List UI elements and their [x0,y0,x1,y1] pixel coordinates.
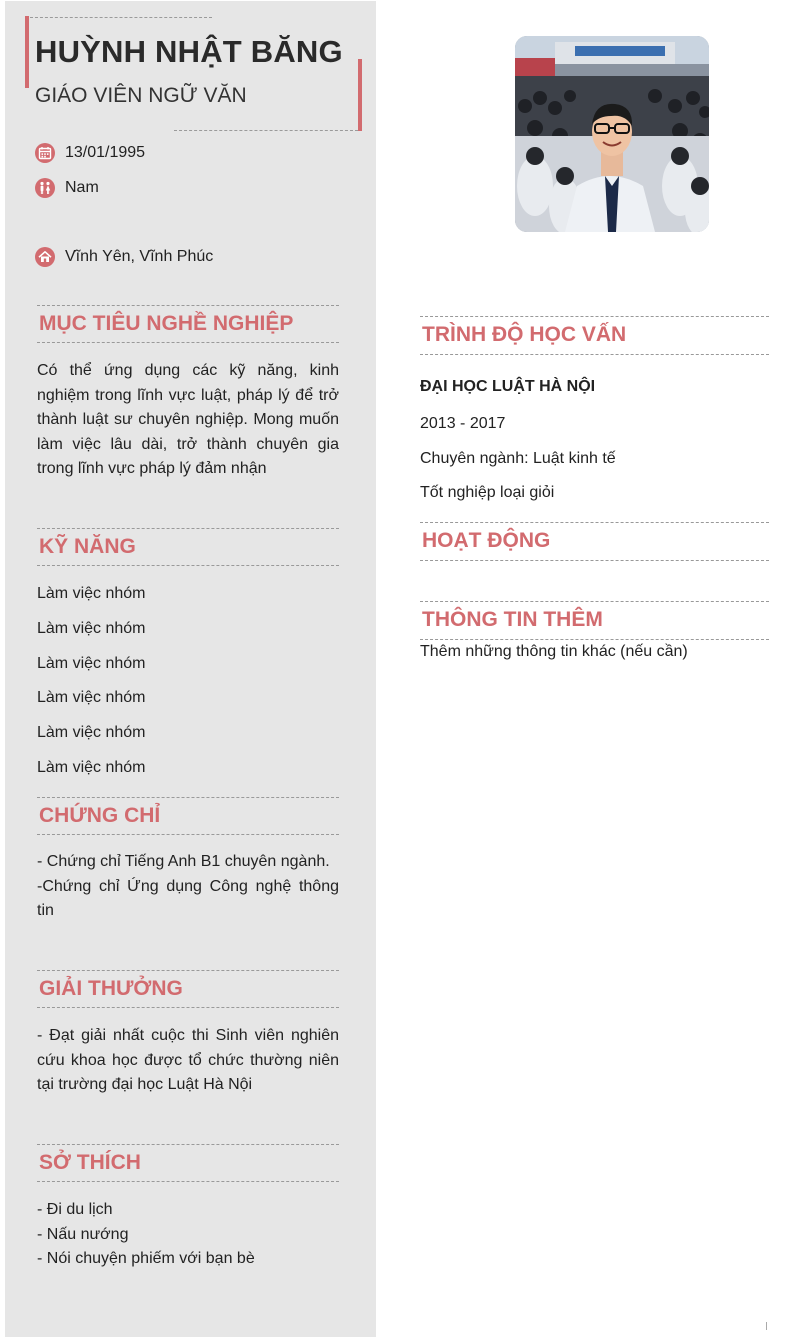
section-title: KỸ NĂNG [39,535,136,558]
awards-text: - Đạt giải nhất cuộc thi Sinh viên nghiên cứu khoa học được tổ chức thường niên tại trường đại học Luật Hà Nội [37,1027,339,1093]
address-row [35,247,213,267]
certificates-heading [37,797,339,835]
accent-bar [358,59,362,131]
education-major: Chuyên ngành: Luật kinh tế [420,450,616,467]
education-heading [420,316,769,355]
birthdate-row [35,143,145,163]
birthdate-value: 13/01/1995 [65,144,146,161]
education-result: Tốt nghiệp loại giỏi [420,484,555,501]
objective-text: Có thể ứng dụng các kỹ năng, kinh nghiệm trong lĩnh vực luật, pháp lý để trở thành luật sư chuyên nghiệp. Mong muốn làm việc lâu dài, trở thành chuyên gia trong lĩnh vực pháp lý đảm nhận [37,362,339,477]
divider [174,130,358,131]
gender-row [35,178,99,198]
certificate-item: -Chứng chỉ Ứng dụng Công nghệ thông tin [37,877,339,919]
hobbies-list [37,1198,339,1272]
skill-item: Làm việc nhóm [37,655,146,672]
accent-bar [25,16,29,88]
section-title: CHỨNG CHỈ [39,804,161,827]
gender-icon [35,178,55,198]
hobby-item: - Đi du lịch [37,1201,113,1218]
candidate-name: HUỲNH NHẬT BĂNG [35,34,343,69]
skills-heading [37,528,339,566]
divider [30,17,212,18]
profile-photo [515,36,709,232]
section-title: MỤC TIÊU NGHỀ NGHIỆP [39,312,294,335]
skill-item: Làm việc nhóm [37,689,146,706]
skill-item: Làm việc nhóm [37,724,146,741]
skill-item: Làm việc nhóm [37,585,146,602]
section-title: HOẠT ĐỘNG [422,529,551,552]
section-title: TRÌNH ĐỘ HỌC VẤN [422,323,627,346]
certificates-text [37,850,339,924]
extra-info-text: Thêm những thông tin khác (nếu cần) [420,643,688,660]
page-marker [766,1322,767,1330]
hobby-item: - Nói chuyện phiếm với bạn bè [37,1250,255,1267]
hobbies-heading [37,1144,339,1182]
school-name: ĐẠI HỌC LUẬT HÀ NỘI [420,378,596,395]
skill-item: Làm việc nhóm [37,620,146,637]
job-title: GIÁO VIÊN NGỮ VĂN [35,84,247,107]
awards-heading [37,970,339,1008]
objective-heading [37,305,339,343]
certificate-item: - Chứng chỉ Tiếng Anh B1 chuyên ngành. [37,853,330,870]
section-title: THÔNG TIN THÊM [422,608,603,631]
calendar-icon [35,143,55,163]
hobby-item: - Nấu nướng [37,1225,129,1243]
home-icon [35,247,55,267]
gender-value: Nam [65,179,99,196]
education-years: 2013 - 2017 [420,415,506,432]
address-value: Vĩnh Yên, Vĩnh Phúc [65,248,214,265]
section-title: GIẢI THƯỞNG [39,977,183,1000]
skill-item: Làm việc nhóm [37,759,146,776]
extra-info-heading [420,601,769,640]
activities-heading [420,522,769,561]
section-title: SỞ THÍCH [39,1151,141,1174]
